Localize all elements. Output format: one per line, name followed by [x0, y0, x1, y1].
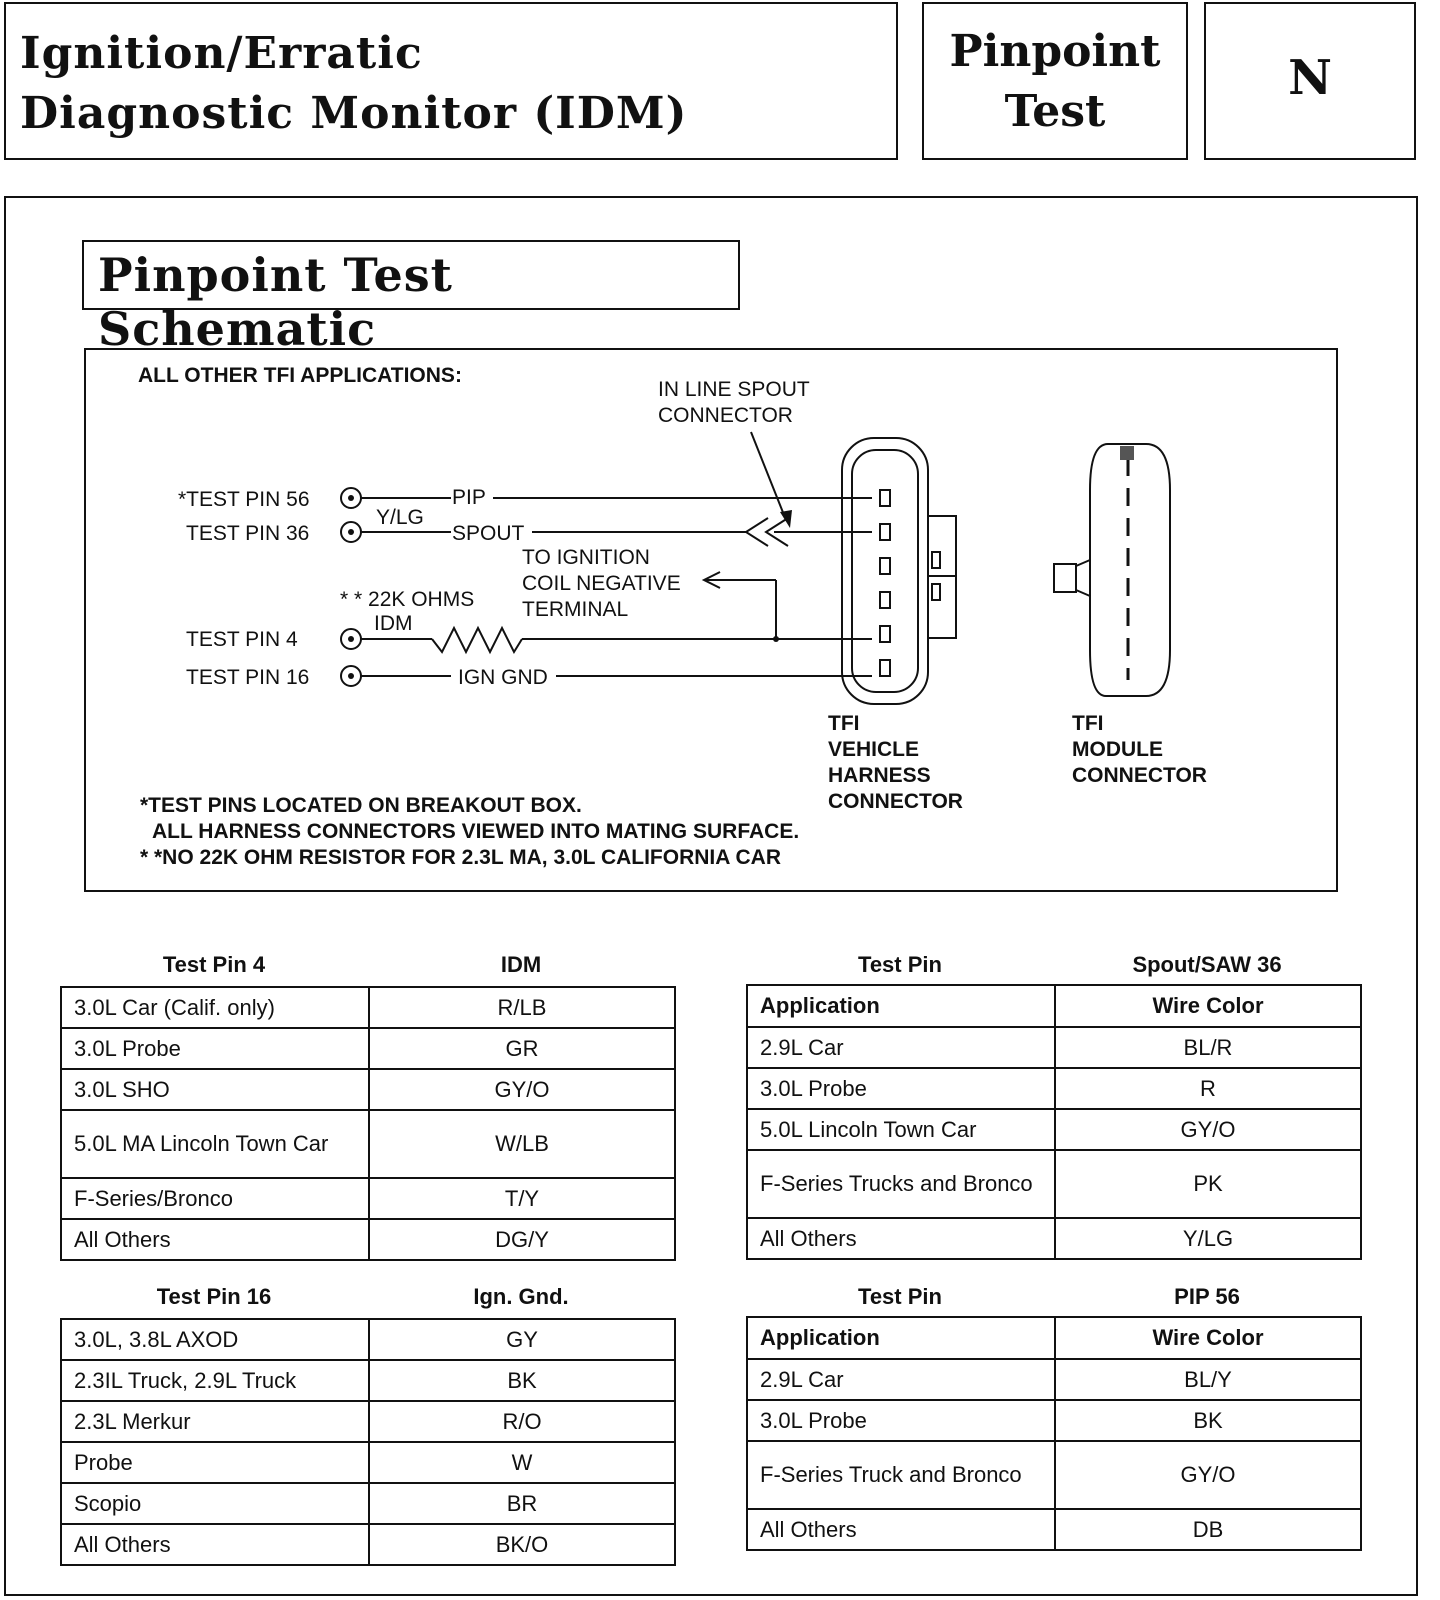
harness-terminal-6: [880, 660, 890, 676]
schematic-diagram-box: [84, 348, 1338, 892]
table-row: [61, 1110, 675, 1178]
pip-label: PIP: [452, 486, 486, 509]
cell-application: F-Series Truck and Bronco: [747, 1441, 1055, 1509]
table-row: [747, 1109, 1361, 1150]
module-key-mark: [1120, 446, 1134, 460]
wire-ylg-label: Y/LG: [376, 506, 424, 529]
cell-wire-color: R/LB: [369, 987, 675, 1028]
test-pin-56-label: *TEST PIN 56: [178, 488, 310, 511]
harness-connector-outer: [842, 438, 928, 704]
harness-label-2: VEHICLE: [828, 738, 920, 761]
harness-connector-drawing: [842, 438, 956, 704]
test-label: Test: [1004, 86, 1106, 137]
cell-application: 5.0L Lincoln Town Car: [747, 1109, 1055, 1150]
schematic-heading: ALL OTHER TFI APPLICATIONS:: [138, 364, 462, 387]
cell-application: 3.0L, 3.8L AXOD: [61, 1319, 369, 1360]
table-row: [747, 1400, 1361, 1441]
spout-label: SPOUT: [452, 522, 525, 545]
cell-wire-color: Y/LG: [1055, 1218, 1361, 1259]
resistor-22k: [432, 628, 522, 652]
note-3: * *NO 22K OHM RESISTOR FOR 2.3L MA, 3.0L CALIFORNIA CAR: [140, 846, 781, 869]
cell-wire-color: BK/O: [369, 1524, 675, 1565]
cell-application: F-Series Trucks and Bronco: [747, 1150, 1055, 1218]
table-row: [747, 1509, 1361, 1550]
module-connector-drawing: [1054, 444, 1170, 696]
pinpoint-label: Pinpoint: [949, 26, 1161, 77]
harness-latch-slot-1: [932, 552, 940, 568]
ign-gnd-label: IGN GND: [458, 666, 548, 689]
test-pin-36-label: TEST PIN 36: [186, 522, 310, 545]
col-wire-color-header: Wire Color: [1055, 1317, 1361, 1359]
table-row: [61, 1178, 675, 1219]
module-tab-edge-2: [1076, 590, 1090, 596]
resistor-value-label: * * 22K OHMS: [340, 588, 475, 611]
note-2: ALL HARNESS CONNECTORS VIEWED INTO MATING SURFACE.: [152, 820, 800, 843]
note-1: *TEST PINS LOCATED ON BREAKOUT BOX.: [140, 794, 582, 817]
pin4-head-2: IDM: [500, 952, 542, 977]
harness-terminal-1: [880, 490, 890, 506]
pin16-head-2: Ign. Gnd.: [473, 1284, 569, 1309]
col-application-header: Application: [747, 1317, 1055, 1359]
table-header-row: [747, 1317, 1361, 1359]
coil-tap-junction: [773, 636, 779, 642]
pin36-head-2: Spout/SAW 36: [1132, 952, 1282, 977]
title-box: [4, 2, 898, 160]
table-row: [747, 1068, 1361, 1109]
module-tab-edge-1: [1076, 560, 1090, 566]
harness-terminal-3: [880, 558, 890, 574]
cell-wire-color: GY/O: [1055, 1441, 1361, 1509]
cell-wire-color: W/LB: [369, 1110, 675, 1178]
pin36-head-1: Test Pin: [858, 952, 942, 977]
spout-leader-line: [751, 432, 786, 520]
table-row: [61, 1319, 675, 1360]
cell-wire-color: BK: [1055, 1400, 1361, 1441]
cell-wire-color: BL/R: [1055, 1027, 1361, 1068]
harness-latch-slot-2: [932, 584, 940, 600]
cell-application: All Others: [61, 1219, 369, 1260]
table-row: [747, 1441, 1361, 1509]
harness-label-4: CONNECTOR: [828, 790, 963, 813]
cell-application: 3.0L Probe: [61, 1028, 369, 1069]
pin4-head-1: Test Pin 4: [162, 952, 266, 977]
harness-terminal-2: [880, 524, 890, 540]
table-row: [61, 1028, 675, 1069]
cell-wire-color: GY: [369, 1319, 675, 1360]
harness-terminal-4: [880, 592, 890, 608]
cell-application: 3.0L Car (Calif. only): [61, 987, 369, 1028]
harness-label-1: TFI: [828, 712, 860, 735]
inline-spout-label-1: IN LINE SPOUT: [658, 378, 810, 401]
table-row: [61, 987, 675, 1028]
cell-application: 2.9L Car: [747, 1027, 1055, 1068]
schematic-title: Pinpoint Test Schematic: [98, 248, 453, 356]
cell-wire-color: BR: [369, 1483, 675, 1524]
resistor-idm-label: IDM: [374, 612, 413, 635]
cell-application: 3.0L SHO: [61, 1069, 369, 1110]
pin56-head-1: Test Pin: [858, 1284, 942, 1309]
cell-application: 2.9L Car: [747, 1359, 1055, 1400]
cell-application: 2.3L Merkur: [61, 1401, 369, 1442]
schematic-title-box: [82, 240, 740, 356]
coil-label-1: TO IGNITION: [522, 546, 650, 569]
test-letter-box: [1204, 2, 1416, 160]
cell-application: F-Series/Bronco: [61, 1178, 369, 1219]
test-letter: N: [1288, 50, 1332, 106]
cell-wire-color: PK: [1055, 1150, 1361, 1218]
col-application-header: Application: [747, 985, 1055, 1027]
cell-application: All Others: [61, 1524, 369, 1565]
test-pin-4-dot: [348, 636, 354, 642]
table-pip-56: [746, 1316, 1362, 1551]
cell-wire-color: BL/Y: [1055, 1359, 1361, 1400]
cell-application: All Others: [747, 1509, 1055, 1550]
test-pin-16-dot: [348, 673, 354, 679]
cell-wire-color: DG/Y: [369, 1219, 675, 1260]
coil-label-3: TERMINAL: [522, 598, 629, 621]
harness-label-3: HARNESS: [828, 764, 931, 787]
title-line-1: Ignition/Erratic: [20, 28, 423, 79]
table-row: [61, 1401, 675, 1442]
table-row: [61, 1524, 675, 1565]
cell-wire-color: GY/O: [1055, 1109, 1361, 1150]
test-pin-36-dot: [348, 529, 354, 535]
module-label-1: TFI: [1072, 712, 1104, 735]
cell-wire-color: BK: [369, 1360, 675, 1401]
coil-label-2: COIL NEGATIVE: [522, 572, 681, 595]
table-row: [61, 1219, 675, 1260]
cell-wire-color: GR: [369, 1028, 675, 1069]
cell-wire-color: DB: [1055, 1509, 1361, 1550]
cell-application: 2.3IL Truck, 2.9L Truck: [61, 1360, 369, 1401]
harness-connector-inner: [852, 450, 918, 692]
table-row: [747, 1150, 1361, 1218]
cell-application: 5.0L MA Lincoln Town Car: [61, 1110, 369, 1178]
cell-wire-color: W: [369, 1442, 675, 1483]
cell-wire-color: GY/O: [369, 1069, 675, 1110]
cell-application: 3.0L Probe: [747, 1068, 1055, 1109]
module-label-3: CONNECTOR: [1072, 764, 1207, 787]
module-label-2: MODULE: [1072, 738, 1163, 761]
title-line-2: Diagnostic Monitor (IDM): [20, 88, 688, 139]
test-pin-56-dot: [348, 495, 354, 501]
cell-wire-color: R: [1055, 1068, 1361, 1109]
cell-application: 3.0L Probe: [747, 1400, 1055, 1441]
pin16-head-1: Test Pin 16: [156, 1284, 272, 1309]
table-header-row: [747, 985, 1361, 1027]
table-row: [747, 1218, 1361, 1259]
inline-spout-label-2: CONNECTOR: [658, 404, 793, 427]
table-test-pin-36: [746, 984, 1362, 1260]
module-connector-tab: [1054, 564, 1076, 592]
table-row: [61, 1360, 675, 1401]
pinpoint-test-box: [922, 2, 1188, 160]
table-row: [747, 1027, 1361, 1068]
table-row: [61, 1442, 675, 1483]
module-connector-outline: [1090, 444, 1170, 696]
harness-terminal-5: [880, 626, 890, 642]
col-wire-color-header: Wire Color: [1055, 985, 1361, 1027]
test-pin-16-label: TEST PIN 16: [186, 666, 310, 689]
cell-wire-color: T/Y: [369, 1178, 675, 1219]
table-row: [61, 1069, 675, 1110]
table-row: [61, 1483, 675, 1524]
cell-application: Scopio: [61, 1483, 369, 1524]
schematic-diagram: [86, 350, 1336, 890]
pin56-head-2: PIP 56: [1174, 1284, 1240, 1309]
cell-application: All Others: [747, 1218, 1055, 1259]
table-test-pin-4: [60, 986, 676, 1261]
cell-application: Probe: [61, 1442, 369, 1483]
table-row: [747, 1359, 1361, 1400]
test-pin-4-label: TEST PIN 4: [186, 628, 298, 651]
table-test-pin-16: [60, 1318, 676, 1566]
cell-wire-color: R/O: [369, 1401, 675, 1442]
